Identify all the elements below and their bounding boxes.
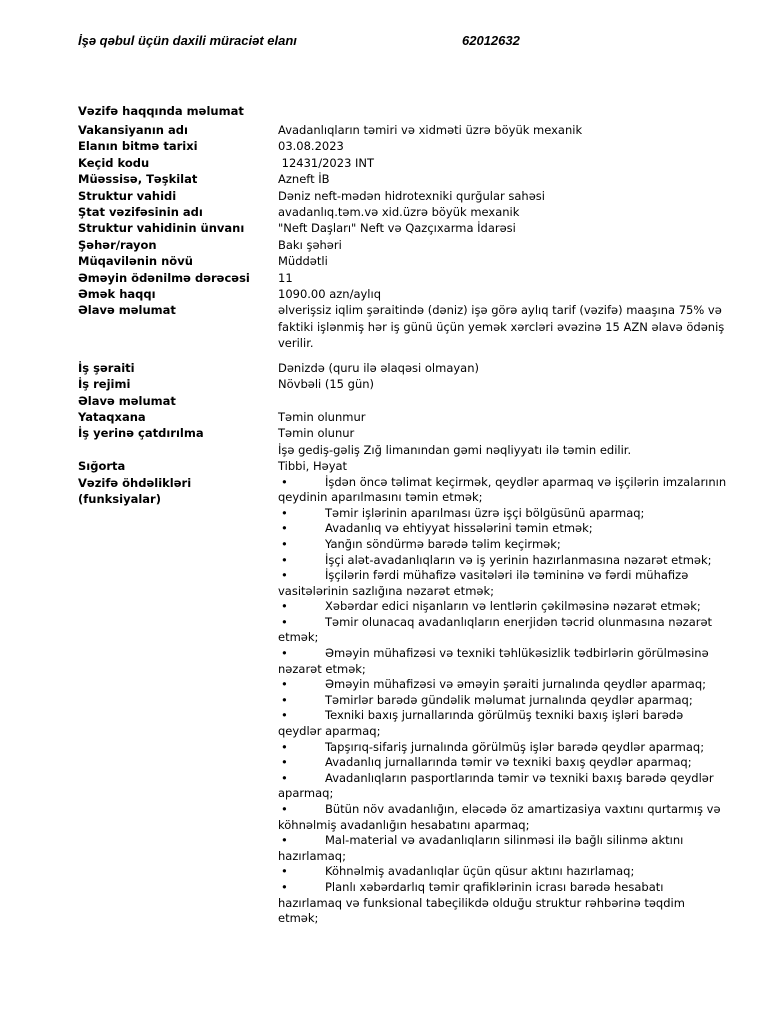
list-item: [278, 553, 728, 569]
bullet-icon: •: [281, 568, 288, 583]
field-value: Bakı şəhəri: [278, 237, 342, 252]
field-row: [78, 122, 728, 138]
list-item: [278, 646, 728, 677]
duty-text: İşdən öncə təlimat keçirmək, qeydlər aparmaq və işçilərin imzalarının qeydinin aparılmasını təmin etmək;: [278, 474, 727, 505]
duty-text: Təmirlər barədə gündəlik məlumat jurnalında qeydlər aparmaq;: [325, 692, 693, 707]
field-label: Şəhər/rayon: [78, 237, 157, 252]
delivery-status: Təmin olunur: [278, 426, 355, 441]
field-label: Yataqxana: [78, 409, 146, 424]
duty-text: İşçilərin fərdi mühafizə vasitələri ilə təmininə və fərdi mühafizə vasitələrinin sazlığına nəzarət etmək;: [278, 568, 689, 598]
list-item: [278, 833, 728, 864]
field-value: Dəniz neft-mədən hidrotexniki qurğular sahəsi: [278, 188, 545, 203]
duties-list: [278, 475, 728, 927]
duty-text: Əməyin mühafizəsi və əməyin şəraiti jurnalında qeydlər aparmaq;: [325, 677, 707, 692]
duty-text: İşçi alət-avadanlıqların və iş yerinin hazırlanmasına nəzarət etmək;: [325, 552, 712, 567]
list-item: [278, 615, 728, 646]
duty-text: Avadanlıq və ehtiyyat hissələrini təmin etmək;: [325, 521, 593, 536]
field-value: avadanlıq.təm.və xid.üzrə böyük mexanik: [278, 205, 520, 220]
bullet-icon: •: [281, 536, 288, 551]
bullet-icon: •: [281, 692, 288, 707]
bullet-icon: •: [281, 646, 288, 661]
list-item: [278, 880, 728, 927]
list-item: [278, 537, 728, 553]
list-item: [278, 864, 728, 880]
duty-text: Texniki baxış jurnallarında görülmüş texniki baxış işləri barədə qeydlər aparmaq;: [278, 708, 684, 739]
field-value: Tibbi, Həyat: [278, 459, 348, 474]
field-value: [278, 425, 728, 458]
vacancy-details: [78, 122, 728, 927]
field-label: Struktur vahidinin ünvanı: [78, 221, 245, 236]
list-item: [278, 521, 728, 537]
bullet-icon: •: [281, 521, 288, 536]
section-title: Vəzifə haqqında məlumat: [78, 104, 244, 118]
field-row: [78, 220, 728, 236]
duty-text: Avadanlıq jurnallarında təmir və texniki baxış qeydlər aparmaq;: [325, 755, 692, 770]
field-label: Müəssisə, Təşkilat: [78, 172, 198, 187]
field-label: Ştat vəzifəsinin adı: [78, 205, 203, 220]
field-row: [78, 188, 728, 204]
list-item: [278, 568, 728, 599]
bullet-icon: •: [281, 614, 288, 629]
duties-row: [78, 475, 728, 927]
field-label: Struktur vahidi: [78, 188, 177, 203]
field-label: İş şəraiti: [78, 360, 135, 375]
duty-text: Xəbərdar edici nişanların və lentlərin çəkilməsinə nəzarət etmək;: [325, 599, 701, 614]
field-value: 03.08.2023: [278, 139, 344, 154]
field-label: Vakansiyanın adı: [78, 123, 188, 137]
field-value: [278, 393, 728, 409]
field-label: Elanın bitmə tarixi: [78, 139, 198, 154]
document-number: 62012632: [462, 33, 520, 48]
list-item: [278, 599, 728, 615]
field-label: Müqavilənin növü: [78, 254, 193, 269]
field-row: [78, 458, 728, 474]
duty-text: Planlı xəbərdarlıq təmir qrafiklərinin icrası barədə hesabatı hazırlamaq və funksional tabeçilikdə olduğu struktur rəhbərinə təqdim etmək;: [278, 879, 685, 926]
field-label: Keçid kodu: [78, 155, 150, 170]
document-title: İşə qəbul üçün daxili müraciət elanı: [78, 33, 297, 48]
bullet-icon: •: [281, 770, 288, 785]
field-label: Əlavə məlumat: [78, 303, 176, 318]
field-label: İş yerinə çatdırılma: [78, 426, 204, 441]
field-row: [78, 360, 728, 376]
duty-text: Təmir olunacaq avadanlıqların enerjidən təcrid olunmasına nəzarət etmək;: [278, 614, 713, 645]
bullet-icon: •: [281, 599, 288, 614]
field-value: Azneft İB: [278, 172, 330, 187]
duty-text: Mal-material və avadanlıqların silinməsi ilə bağlı silinmə aktını hazırlamaq;: [278, 833, 684, 863]
bullet-icon: •: [281, 677, 288, 692]
field-row: [78, 286, 728, 302]
field-row: [78, 237, 728, 253]
field-value: 12431/2023 INT: [278, 155, 375, 170]
bullet-icon: •: [281, 505, 288, 520]
duties-label: Vəzifə öhdəlikləri (funksiyalar): [78, 475, 192, 506]
duty-text: Tapşırıq-sifariş jurnalında görülmüş işlər barədə qeydlər aparmaq;: [325, 739, 705, 754]
duty-text: Bütün növ avadanlığın, eləcədə öz amartizasiya vaxtını qurtarmış və köhnəlmiş avadanlığın hesabatını aparmaq;: [278, 802, 721, 832]
field-value: "Neft Daşları" Neft və Qazçıxarma İdarəsi: [278, 221, 516, 236]
field-value: Növbəli (15 gün): [278, 377, 375, 392]
bullet-icon: •: [281, 552, 288, 567]
field-row: [78, 204, 728, 220]
bullet-icon: •: [281, 739, 288, 754]
bullet-icon: •: [281, 474, 288, 489]
field-row: [78, 409, 728, 425]
list-item: [278, 708, 728, 739]
duty-text: Yanğın söndürmə barədə təlim keçirmək;: [325, 536, 561, 551]
field-row: [78, 171, 728, 187]
field-label: Əlavə məlumat: [78, 393, 176, 408]
field-value: Təmin olunmur: [278, 409, 366, 424]
list-item: [278, 740, 728, 756]
field-value: Avadanlıqların təmiri və xidməti üzrə böyük mexanik: [278, 123, 583, 137]
field-value: 1090.00 azn/aylıq: [278, 287, 382, 302]
delivery-note: İşə gediş-gəliş Zığ limanından gəmi nəqliyyatı ilə təmin edilir.: [278, 442, 632, 457]
list-item: [278, 755, 728, 771]
bullet-icon: •: [281, 879, 288, 894]
field-value: Dənizdə (quru ilə əlaqəsi olmayan): [278, 360, 479, 375]
field-value: Müddətli: [278, 254, 328, 269]
list-item: [278, 677, 728, 693]
duty-text: Təmir işlərinin aparılması üzrə işçi bölgüsünü aparmaq;: [325, 505, 645, 520]
list-item: [278, 802, 728, 833]
bullet-icon: •: [281, 755, 288, 770]
bullet-icon: •: [281, 802, 288, 816]
field-value: 11: [278, 270, 293, 285]
field-label: Sığorta: [78, 459, 126, 474]
field-row: [78, 138, 728, 154]
list-item: [278, 771, 728, 802]
field-label: Əmək haqqı: [78, 287, 156, 302]
field-row: [78, 376, 728, 392]
field-value: əlverişsiz iqlim şəraitində (dəniz) işə görə aylıq tarif (vəzifə) maaşına 75% və faktiki işlənmiş hər iş günü üçün yemək xərcləri əvəzinə 15 AZN əlavə ödəniş verilir.: [278, 303, 725, 351]
field-label: İş rejimi: [78, 377, 131, 392]
list-item: [278, 475, 728, 506]
field-row: [78, 253, 728, 269]
duty-text: Əməyin mühafizəsi və texniki təhlükəsizlik tədbirlərin görülməsinə nəzarət etmək;: [278, 646, 709, 676]
field-row: [78, 425, 728, 458]
duty-text: Avadanlıqların pasportlarında təmir və texniki baxış barədə qeydlər aparmaq;: [278, 770, 714, 801]
field-row: [78, 393, 728, 409]
bullet-icon: •: [281, 708, 288, 723]
bullet-icon: •: [281, 864, 288, 879]
spacer: [78, 352, 728, 360]
list-item: [278, 506, 728, 522]
field-row: [78, 270, 728, 286]
duties-value: [278, 475, 728, 927]
list-item: [278, 693, 728, 709]
field-row: [78, 302, 728, 351]
duty-text: Köhnəlmiş avadanlıqlar üçün qüsur aktını hazırlamaq;: [325, 864, 635, 879]
field-row: [78, 155, 728, 171]
field-label: Əməyin ödənilmə dərəcəsi: [78, 270, 250, 285]
bullet-icon: •: [281, 833, 288, 848]
